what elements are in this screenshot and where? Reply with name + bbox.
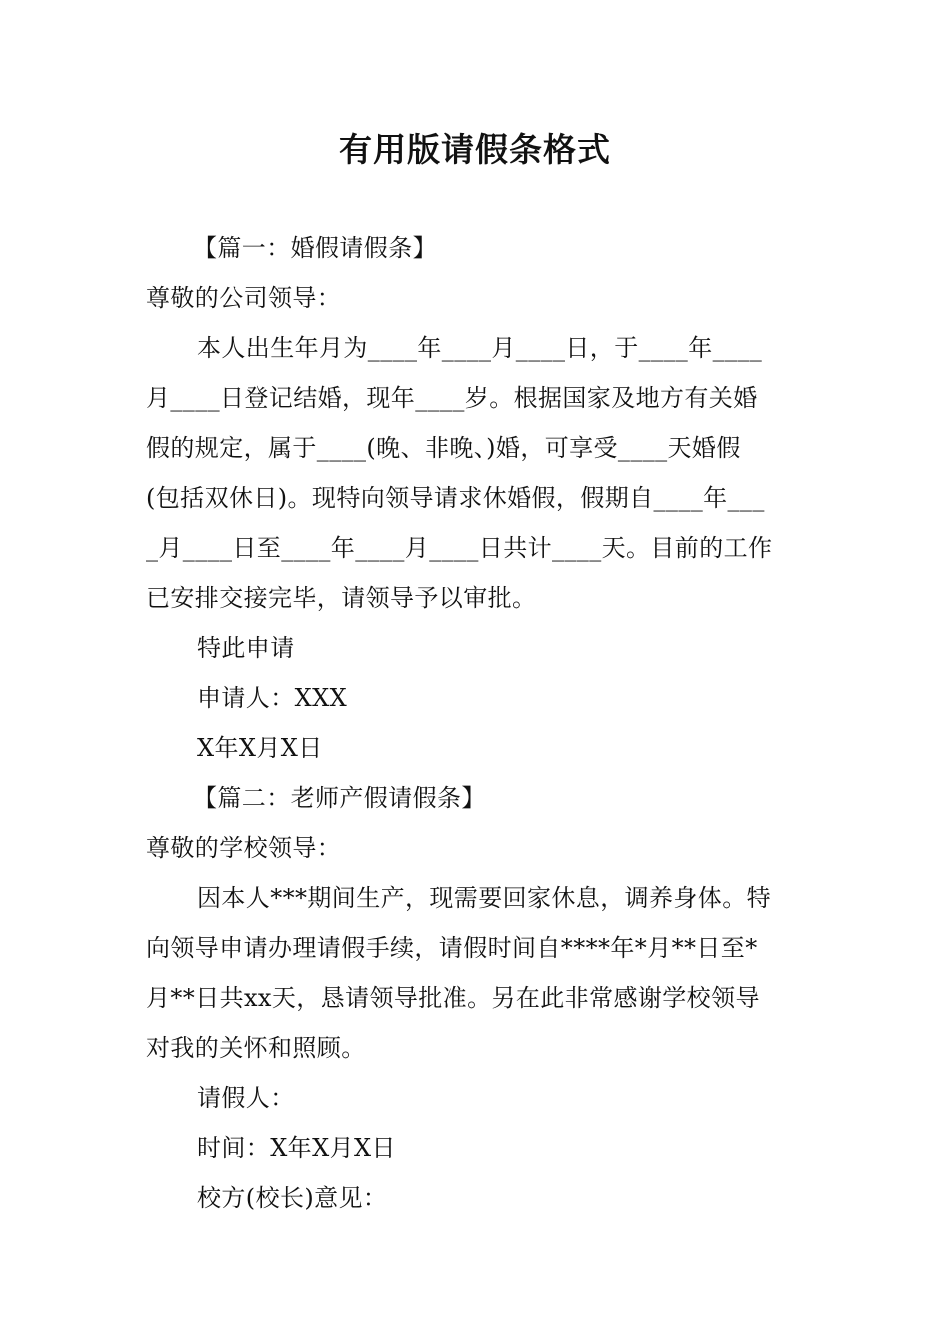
- section2-salutation: 尊敬的学校领导：: [146, 834, 342, 862]
- section2-body-line: 对我的关怀和照顾。: [146, 1034, 366, 1062]
- section2-body-line: 向领导申请办理请假手续，请假时间自****年*月**日至*: [146, 934, 758, 962]
- section2-body-line: 因本人***期间生产，现需要回家休息，调养身体。特: [197, 884, 771, 912]
- section2-body-line: 月**日共xx天，恳请领导批准。另在此非常感谢学校领导: [146, 984, 760, 1012]
- section2-principal-opinion: 校方(校长)意见：: [197, 1184, 388, 1212]
- section1-heading: 【篇一：婚假请假条】: [193, 234, 437, 262]
- section1-applicant: 申请人：XXX: [197, 684, 348, 712]
- section1-body-line: (包括双休日)。现特向领导请求休婚假，假期自____年___: [146, 484, 765, 512]
- section2-heading: 【篇二：老师产假请假条】: [193, 784, 486, 812]
- document-title: 有用版请假条格式: [339, 130, 611, 169]
- section1-body-line: 月____日登记结婚，现年____岁。根据国家及地方有关婚: [146, 384, 758, 412]
- section1-closing: 特此申请: [197, 634, 295, 662]
- section1-body-line: 假的规定，属于____(晚、非晚、)婚，可享受____天婚假: [146, 434, 741, 462]
- section1-body-line: _月____日至____年____月____日共计____天。目前的工作: [146, 534, 773, 562]
- section1-body-line: 已安排交接完毕，请领导予以审批。: [146, 584, 537, 612]
- section1-salutation: 尊敬的公司领导：: [146, 284, 342, 312]
- section1-date: X年X月X日: [197, 734, 323, 762]
- section1-body-line: 本人出生年月为____年____月____日，于____年____: [197, 334, 763, 362]
- section2-leave-person: 请假人：: [197, 1084, 295, 1112]
- section2-time: 时间：X年X月X日: [197, 1134, 396, 1162]
